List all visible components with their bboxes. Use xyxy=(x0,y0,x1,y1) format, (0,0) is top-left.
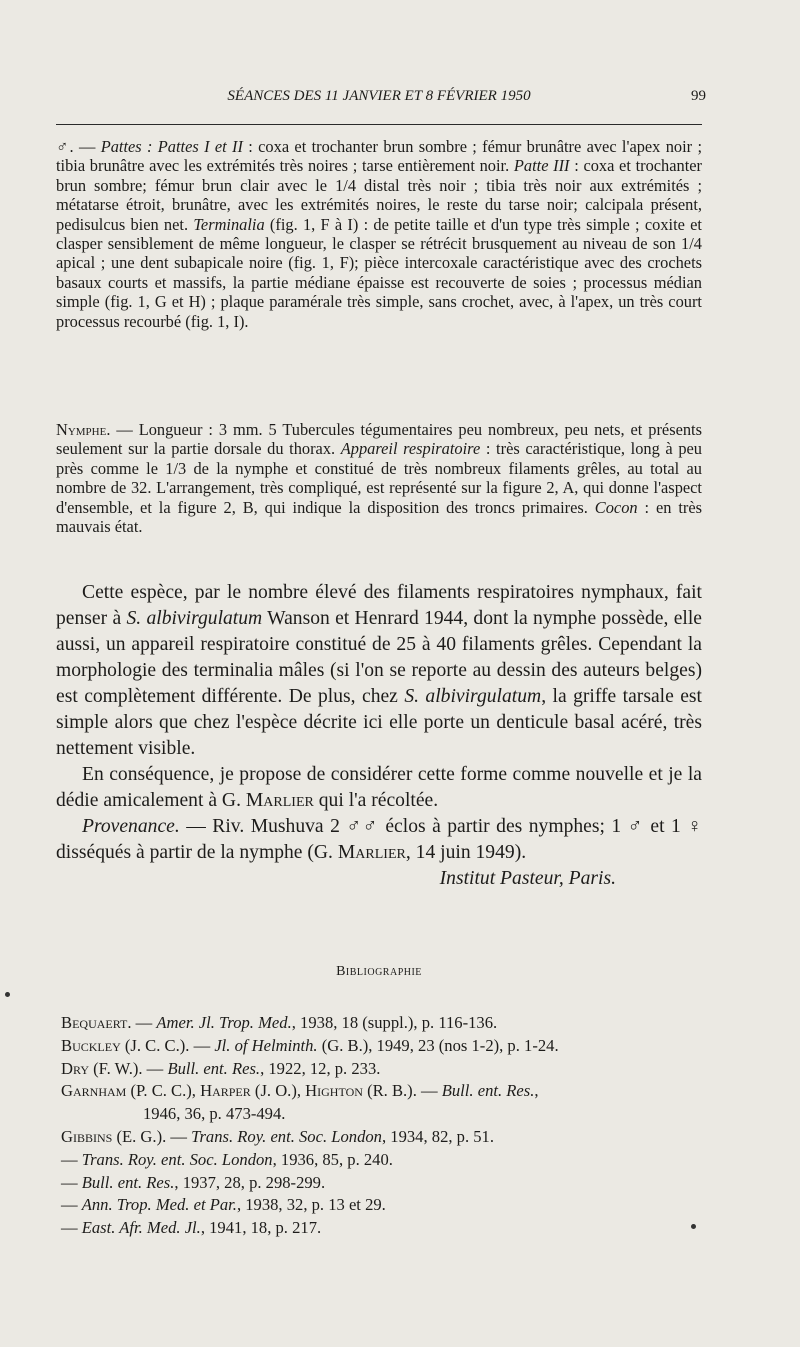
running-header xyxy=(56,88,706,105)
provenance-paragraph: Provenance. — Riv. Mushuva 2 ♂♂ éclos à partir des nymphes; 1 ♂ et 1 ♀ disséqués à partir de la nymphe (G. Marlier, 14 juin 1949). xyxy=(56,816,702,863)
bibliography-list xyxy=(61,1012,707,1240)
bibliography-entry: — Ann. Trop. Med. et Par., 1938, 32, p. 13 et 29. xyxy=(61,1195,386,1215)
bibliography-entry: Garnham (P. C. C.), Harper (J. O.), Highton (R. B.). — Bull. ent. Res., xyxy=(61,1081,539,1101)
bibliography-entry-continuation: 1946, 36, p. 473-494. xyxy=(143,1104,286,1124)
bibliography-entry: Bequaert. — Amer. Jl. Trop. Med., 1938, 18 (suppl.), p. 116-136. xyxy=(61,1013,498,1032)
male-paragraph: ♂. — Pattes : Pattes I et II : coxa et trochanter brun sombre ; fémur brunâtre avec l'apex noir ; tibia brunâtre avec les extrémités très noires ; tarse entièrement noir. Patte III : coxa et trochanter brun sombre; fémur brun clair avec le 1/4 distal très noir ; tibia très noir aux extrémités ; métatarse étroit, brunâtre, avec les extrémités noires, le reste du tarse noir; calcipala présent, pedisulcus bien net. Terminalia (fig. 1, F à I) : de petite taille et d'un type très simple ; coxite et clasper sensiblement de même longueur, le clasper se rétrécit brusquement au niveau de son 1/4 apical ; une dent subapicale noire (fig. 1, F); pièce intercoxale caractéristique avec des crochets basaux courts et massifs, la partie médiane épaisse est recouverte de soies ; processus médian simple (fig. 1, G et H) ; plaque paramérale très simple, sans crochet, avec, à l'apex, un très court processus recourbé (fig. 1, I). xyxy=(56,137,703,331)
bibliography-title: Bibliographie xyxy=(336,964,422,979)
running-title: SÉANCES DES 11 JANVIER ET 8 FÉVRIER 1950 xyxy=(227,88,531,104)
discussion-paragraph-2: En conséquence, je propose de considérer cette forme comme nouvelle et je la dédie amicalement à G. Marlier qui l'a récoltée. xyxy=(56,764,702,811)
male-description xyxy=(56,137,702,331)
page-number: 99 xyxy=(691,88,706,104)
bibliography-entry: Dry (F. W.). — Bull. ent. Res., 1922, 12, p. 233. xyxy=(61,1058,381,1078)
nymph-paragraph: Nymphe. — Longueur : 3 mm. 5 Tubercules tégumentaires peu nombreux, peu nets, et présents seulement sur la partie dorsale du thorax. Appareil respiratoire : très caractéristique, long à peu près comme le 1/3 de la nymphe et constitué de très nombreux filaments grêles, au total au nombre de 32. L'arrangement, très compliqué, est représenté sur la figure 2, A, qui donne l'aspect d'ensemble, et la figure 2, B, qui indique la disposition des troncs primaires. Cocon : en très mauvais état. xyxy=(56,420,702,537)
bibliography-entry: Buckley (J. C. C.). — Jl. of Helminth. (G. B.), 1949, 23 (nos 1-2), p. 1-24. xyxy=(61,1035,559,1055)
bibliography-entry: — Bull. ent. Res., 1937, 28, p. 298-299. xyxy=(61,1172,326,1192)
ink-speck xyxy=(691,1224,696,1229)
nymph-description xyxy=(56,420,702,536)
bibliography-entry: — East. Afr. Med. Jl., 1941, 18, p. 217. xyxy=(61,1218,322,1238)
ink-speck xyxy=(5,992,10,997)
bibliography-entry: — Trans. Roy. ent. Soc. London, 1936, 85, p. 240. xyxy=(61,1149,393,1169)
institute-signature: Institut Pasteur, Paris. xyxy=(439,868,616,889)
discussion xyxy=(56,580,702,892)
header-rule xyxy=(56,124,702,125)
discussion-paragraph-1: Cette espèce, par le nombre élevé des filaments respiratoires nymphaux, fait penser à S. albivirgulatum Wanson et Henrard 1944, dont la nymphe possède, elle aussi, un appareil respiratoire constitué de 25 à 40 filaments grêles. Cependant la morphologie des terminalia mâles (si l'on se reporte au dessin des auteurs belges) est complètement différente. De plus, chez S. albivirgulatum, la griffe tarsale est simple alors que chez l'espèce décrite ici elle porte un denticule basal acéré, très nettement visible. xyxy=(56,582,702,759)
bibliography-entry: Gibbins (E. G.). — Trans. Roy. ent. Soc. London, 1934, 82, p. 51. xyxy=(61,1126,494,1146)
